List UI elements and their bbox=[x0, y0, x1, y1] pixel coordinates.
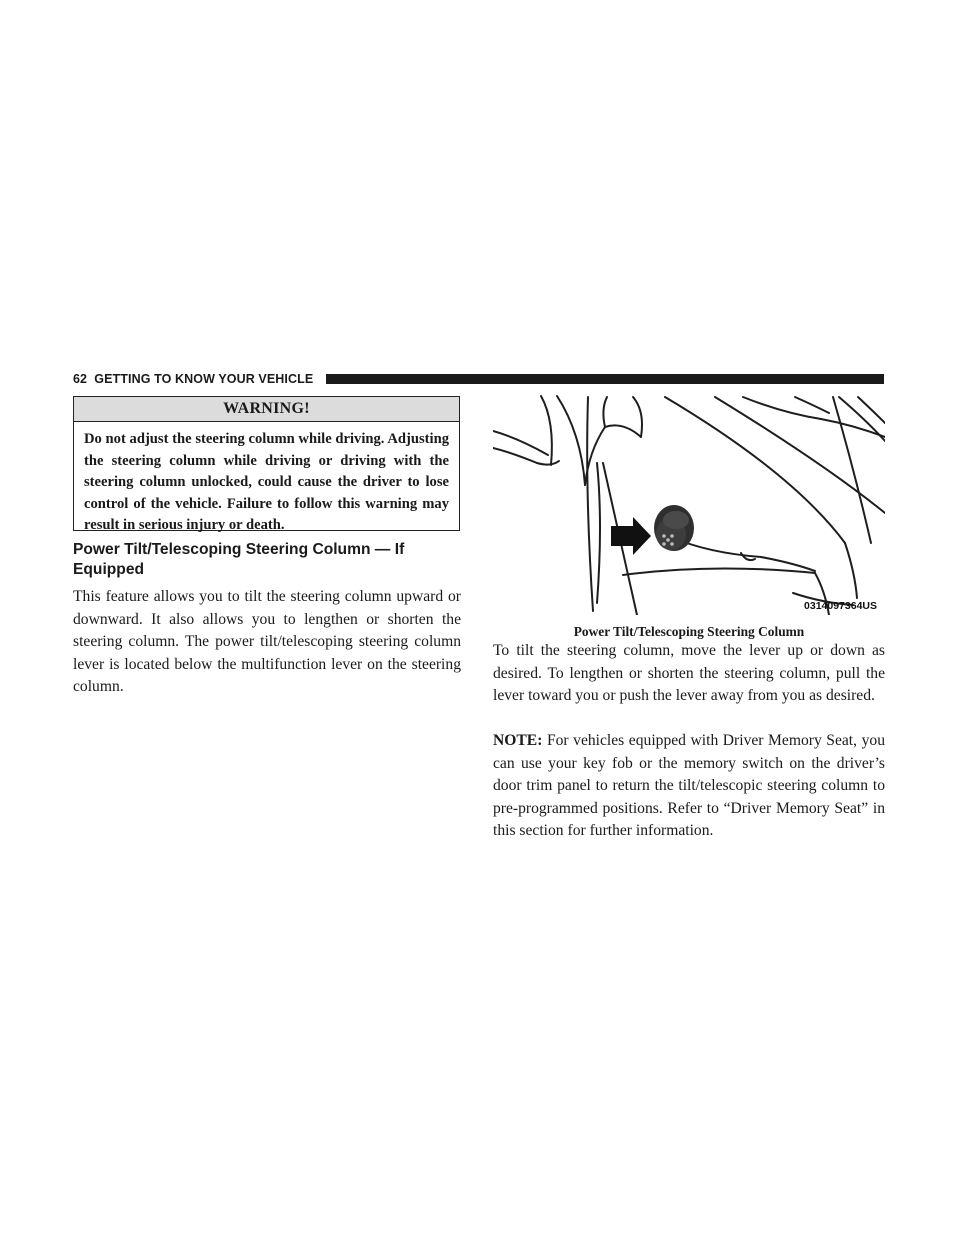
joystick-icon bbox=[654, 505, 694, 551]
warning-box bbox=[73, 396, 460, 534]
tilt-instructions-paragraph: To tilt the steering column, move the lever up or down as desired. To lengthen or shorten the steering column, pull the lever toward you or push the lever away from you as desired. bbox=[493, 642, 885, 705]
page-header bbox=[73, 371, 884, 387]
note-text: For vehicles equipped with Driver Memory Seat, you can use your key fob or the memory switch on the driver’s door trim panel to return the tilt/telescopic steering column to pre-programmed positions. Refer to “Driver Memory Seat” in this section for further information. bbox=[493, 732, 885, 840]
warning-title: WARNING! bbox=[74, 397, 459, 422]
intro-paragraph: This feature allows you to tilt the steering column upward or downward. It also allows you to lengthen or shorten the steering column. The power tilt/telescoping steering column lever is located below the multifunction lever on the steering column. bbox=[73, 588, 461, 696]
figure-caption: Power Tilt/Telescoping Steering Column bbox=[573, 624, 805, 639]
figure-code: 0314097364US bbox=[804, 600, 877, 612]
header-rule bbox=[326, 374, 884, 384]
steering-column-illustration bbox=[493, 393, 885, 615]
section-heading: Power Tilt/Telescoping Steering Column — If Equipped bbox=[73, 541, 405, 578]
warning-body: Do not adjust the steering column while driving. Adjusting the steering column while driving or driving with the steering column unlocked, could cause the driver to lose control of the vehicle. Failure to follow this warning may result in serious injury or death. bbox=[84, 431, 449, 534]
note-paragraph bbox=[493, 730, 885, 843]
page-number: 62 bbox=[73, 372, 88, 386]
note-label: NOTE: bbox=[493, 732, 543, 749]
header-text bbox=[73, 371, 313, 387]
section-title: GETTING TO KNOW YOUR VEHICLE bbox=[94, 372, 314, 386]
